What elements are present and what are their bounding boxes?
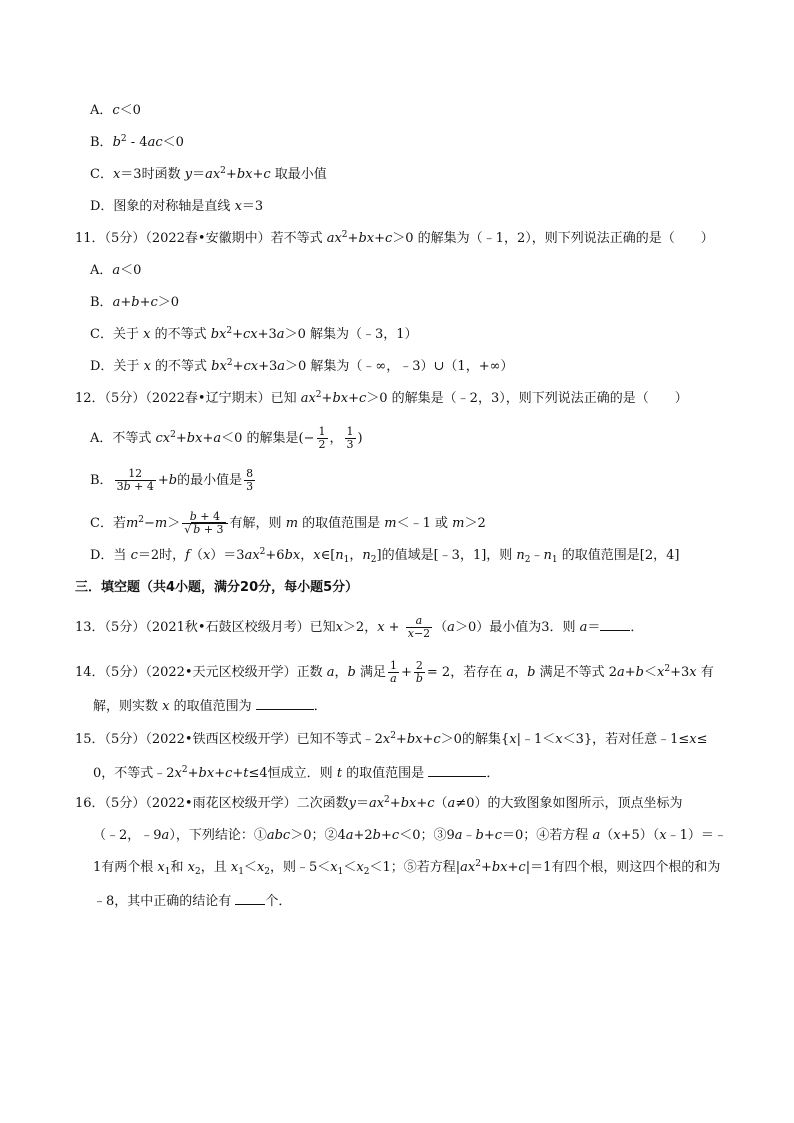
question-16-line2: （﹣2，﹣9a），下列结论：①abc＞0；②4a+2b+c＜0；③9a﹣b+c＝0；④若方程 a（x+5）（x﹣1）＝﹣ [93,828,727,843]
q12-option-c: C．若$m^2-m>$ $\frac{b + 4}{√ b + 3}$ 有解，则 m 的取值范围是 m＜﹣1 或 m＞2 [90,510,486,536]
q11-option-d: D．关于 x 的不等式 $bx^2+cx+3a>0$ 解集为（﹣∞，﹣3）∪（1，+∞） [90,358,514,374]
q11-option-c: C．关于 x 的不等式 $bx^2+cx+3a>0$ 解集为（﹣3，1） [90,326,418,342]
question-13: 13．（5分）（2021秋•石鼓区校级月考）已知x＞2，x + $\frac{a}{x-2}$ （a＞0）最小值为3．则 a＝ ． [75,614,644,640]
question-11: 11．（5分）（2022春•安徽期中）若不等式 $ax^2+bx+c>0$ 的解集为（﹣1，2），则下列说法正确的是（ ） [75,230,714,246]
q11-option-b: B．a+b+c＞0 [90,295,180,310]
question-15-cont: 0，不等式$﹣2x^2+bx+c+t\le 4$恒成立．则 t 的取值范围是 ． [93,765,500,781]
option-c: C．x＝3时函数 $y=ax^2+bx+c$ 取最小值 [90,166,327,182]
question-14-cont: 解，则实数 x 的取值范围为 ． [93,696,327,716]
option-b: B．$b^2 - 4ac<0$ [90,134,184,150]
q11-option-a: A．a＜0 [90,263,142,278]
section-heading: 三．填空题（共4小题，满分20分，每小题5分） [75,580,359,595]
question-14: 14．（5分）（2022•天元区校级开学）正数 a，b 满足 $\frac{1}{a}$ + $\frac{2}{b}$ = 2，若存在 a，b 满足不等式 $2a+b<x^2+3x$ 有 [75,659,714,685]
option-d: D．图象的对称轴是直线 x＝3 [90,199,264,214]
question-16-line4: ﹣8，其中正确的结论有 个． [93,891,291,911]
q12-option-b: B． $\frac{12}{3b + 4}$ +b的最小值是 $\frac{8}{3}$ [90,467,254,493]
question-12: 12．（5分）（2022春•辽宁期末）已知 $ax^2+bx+c>0$ 的解集是（﹣2，3），则下列说法正确的是（ ） [75,390,688,406]
question-16: 16．（5分）（2022•雨花区校级开学）二次函数$y=ax^2+bx+c(a\ne 0)$的大致图象如图所示，顶点坐标为 [75,795,683,811]
q12-option-d: D．当 c＝2时，$f(x)=3ax^2+6bx$，$x\in[n_1$，$n_2$]的值域是[﹣3，1]，则 $n_2﹣n_1$ 的取值范围是[2，4] [90,547,680,565]
q12-option-a: A．不等式 $cx^2+bx+a<0$ 的解集是(− $\frac{1}{2}$ ， $\frac{1}{3}$ ) [90,425,363,451]
option-a: A．c＜0 [90,103,141,118]
question-16-line3: 1有两个根 $x_1$和 $x_2$，且 $x_1<x_2$，则$﹣5<x_1<x_2<1$；⑤若方程$|ax^2+bx+c|=1$有四个根，则这四个根的和为 [93,859,721,877]
question-15: 15．（5分）（2022•铁西区校级开学）已知不等式$﹣2x^2+bx+c>0$的解集{x|﹣1＜x＜3}，若对任意﹣1≤x≤ [75,731,708,747]
